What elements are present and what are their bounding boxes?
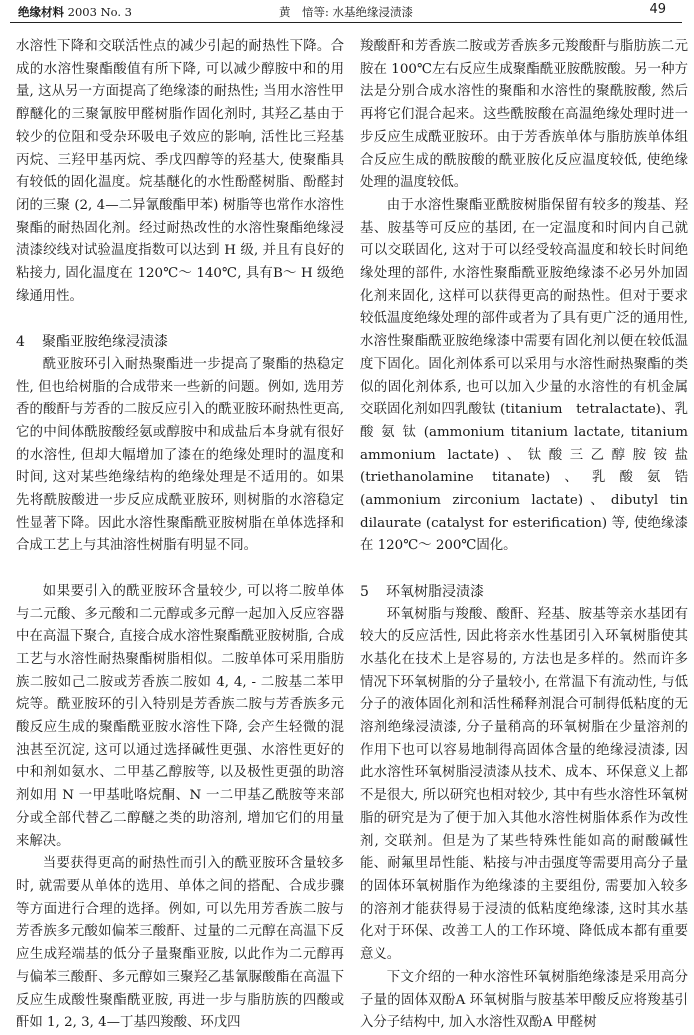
paragraph: 如果要引入的酰亚胺环含量较少, 可以将二胺单体与二元酸、多元酸和二元醇或多元醇一起加入反应容器中在高温下聚合, 直接合成水溶性聚酯酰亚胺树脂, 合成工艺与水溶性耐热聚酯树脂相似。二胺单体可采用脂肪族二胺如己二胺或芳香族二胺如 4, 4, - 二胺基二苯甲烷等。酰亚胺环的引入特别是芳香族二胺与芳香族多元酸反应生成的聚酯酰亚胺水溶性下降, 会产生轻微的混浊甚至沉淀, 这可以通过选择碱性更强、水溶性更好的中和剂如氨水、二甲基乙醇胺等, 以及极性更强的助溶剂如用 N 一甲基吡咯烷酮、N 一二甲基乙酰胺等来部分或全部代替乙二醇醚之类的助溶剂, 增加它们的用量来解决。 <box>16 583 344 849</box>
running-header <box>10 0 682 23</box>
paragraph: 环氧树脂与羧酸、酸酐、羟基、胺基等亲水基团有较大的反应活性, 因此将亲水性基团引入环氧树脂使其水基化在技术上是容易的, 方法也是多样的。然而许多情况下环氧树脂的分子量较小, 在常温下有流动性, 与低分子的液体固化剂和活性稀释剂混合可制得低粘度的无溶剂绝缘浸渍漆, 分子量稍高的环氧树脂在少量溶剂的作用下也可以容易地制得高固体含量的绝缘浸渍漆, 因此水溶性环氧树脂浸渍漆从技术、成本、环保意义上都不是很大, 所以研究也相对较少, 其中有些水溶性环氧树脂的研究是为了便于加入其他水溶性树脂体系作为改性剂, 交联剂。但是为了某些特殊性能如高的耐酸碱性能、耐氟里昂性能、粘接与冲击强度等需要用高分子量的固体环氧树脂作为绝缘漆的主要组份, 需要加入较多的溶剂才能获得易于浸渍的低粘度绝缘漆, 这时其水基化对于环保、改善工人的工作环境、降低成本都有重要意义。 <box>360 606 688 963</box>
section-title: 环氧树脂浸渍漆 <box>386 583 484 600</box>
section-heading-5 <box>360 581 688 604</box>
journal-name: 绝缘材料 <box>18 5 64 19</box>
page-number: 49 <box>649 2 666 17</box>
section-number: 4 <box>16 334 25 351</box>
right-column <box>360 36 688 1035</box>
section-number: 5 <box>360 583 369 600</box>
paragraph: 当要获得更高的耐热性而引入的酰亚胺环含量较多时, 就需要从单体的选用、单体之间的搭配、合成步骤等方面进行合理的选择。例如, 可以先用芳香族二胺与芳香族多元酸如偏苯三酸酐、过量的二元醇在高温下反应生成羟端基的低分子量聚酯亚胺, 以此作为二元醇再与偏苯三酸酐、多元醇如三聚羟乙基氰脲酸酯在高温下反应生成酸性聚酯酰亚胺, 再进一步与脂肪族的四酸或酐如 1, 2, 3, 4—丁基四羧酸、环戊四 <box>16 856 344 1031</box>
section-heading-4 <box>16 331 344 354</box>
paragraph: 下文介绍的一种水溶性环氧树脂绝缘漆是采用高分子量的固体双酚A 环氧树脂与胺基苯甲酸反应将羧基引入分子结构中, 加入水溶性双酚A 甲醛树 <box>360 969 688 1031</box>
journal-issue: 2003 No. 3 <box>67 5 132 19</box>
section-title: 聚酯亚胺绝缘浸渍漆 <box>42 334 168 351</box>
paragraph: 水溶性下降和交联活性点的减少引起的耐热性下降。合成的水溶性聚酯酸值有所下降, 可以减少醇胺中和的用量, 这从另一方面提高了绝缘漆的耐热性; 当用水溶性甲醇醚化的三聚氰胺甲醛树脂作固化剂时, 其羟乙基由于较少的位阻和受杂环吸电子效应的影响, 活性比三羟基丙烷、三羟甲基丙烷、季戊四醇等的羟基大, 使聚酯具有较低的固化温度。烷基醚化的水性酚醛树脂、酚醛封闭的三聚 (2, 4—二异氰酸酯甲苯) 树脂等也常作水溶性聚酯的耐热固化剂。经过耐热改性的水溶性聚酯绝缘浸渍漆绞线对试验温度指数可以达到 H 级, 并且有良好的粘接力, 固化温度在 120℃～ 140℃, 具有B～ H 级绝缘通用性。 <box>16 39 344 304</box>
running-title: 黄 愔等: 水基绝缘浸渍漆 <box>278 5 414 19</box>
paragraph: 羧酸酐和芳香族二胺或芳香族多元羧酸酐与脂肪族二元胺在 100℃左右反应生成聚酯酰亚胺酰胺酸。另一种方法是分别合成水溶性的聚酯和水溶性的聚酰胺酸, 然后再将它们混合起来。这些酰胺酸在高温绝缘处理时进一步反应生成酰亚胺环。由于芳香族单体与脂肪族单体组合反应生成的酰胺酸的酰亚胺化反应温度较低, 使绝缘处理的温度较低。 <box>360 39 688 191</box>
left-column <box>16 36 344 1035</box>
paragraph: 酰亚胺环引入耐热聚酯进一步提高了聚酯的热稳定性, 但也给树脂的合成带来一些新的问题。例如, 选用芳香的酸酐与芳香的二胺反应引入的酰亚胺环耐热性更高, 它的中间体酰胺酸经氨或醇胺中和成盐后本身就有很好的水溶性, 但却大幅增加了漆在的绝缘处理时的温度和时间, 这对某些绝缘结构的绝缘处理是不适用的。如果先将酰胺酸进一步反应成酰亚胺环, 则树脂的水溶稳定性显著下降。因此水溶性聚酯酰亚胺树脂在单体选择和合成工艺上与其油溶性树脂有明显不同。 <box>16 356 344 554</box>
paragraph: 由于水溶性聚酯亚酰胺树脂保留有较多的羧基、羟基、胺基等可反应的基团, 在一定温度和时间内自己就可以交联固化, 这对于可以经受较高温度和较长时间绝缘处理的部件, 水溶性聚酯酰亚胺绝缘漆不必另外加固化剂来固化, 这样可以获得更高的耐热性。但对于要求较低温度绝缘处理的部件或者为了具有更广泛的通用性, 水溶性聚酯酰亚胺绝缘漆中需要有固化剂以便在较低温度下固化。固化剂体系可以采用与水溶性耐热聚酯的类似的固化剂体系, 也可以加入少量的水溶性的有机金属交联固化剂如四乳酸钛 (titanium tetralactate)、乳 酸 氨 钛 (ammonium titanium lactate, titanium ammonium lactate)、钛酸三乙醇胺铵盐 (triethanolamine titanate)、乳酸氨锆 (ammonium zirconium lactate)、dibutyl tin dilaurate (catalyst for esterification) 等, 使绝缘漆在 120℃～ 200℃固化。 <box>360 197 688 554</box>
